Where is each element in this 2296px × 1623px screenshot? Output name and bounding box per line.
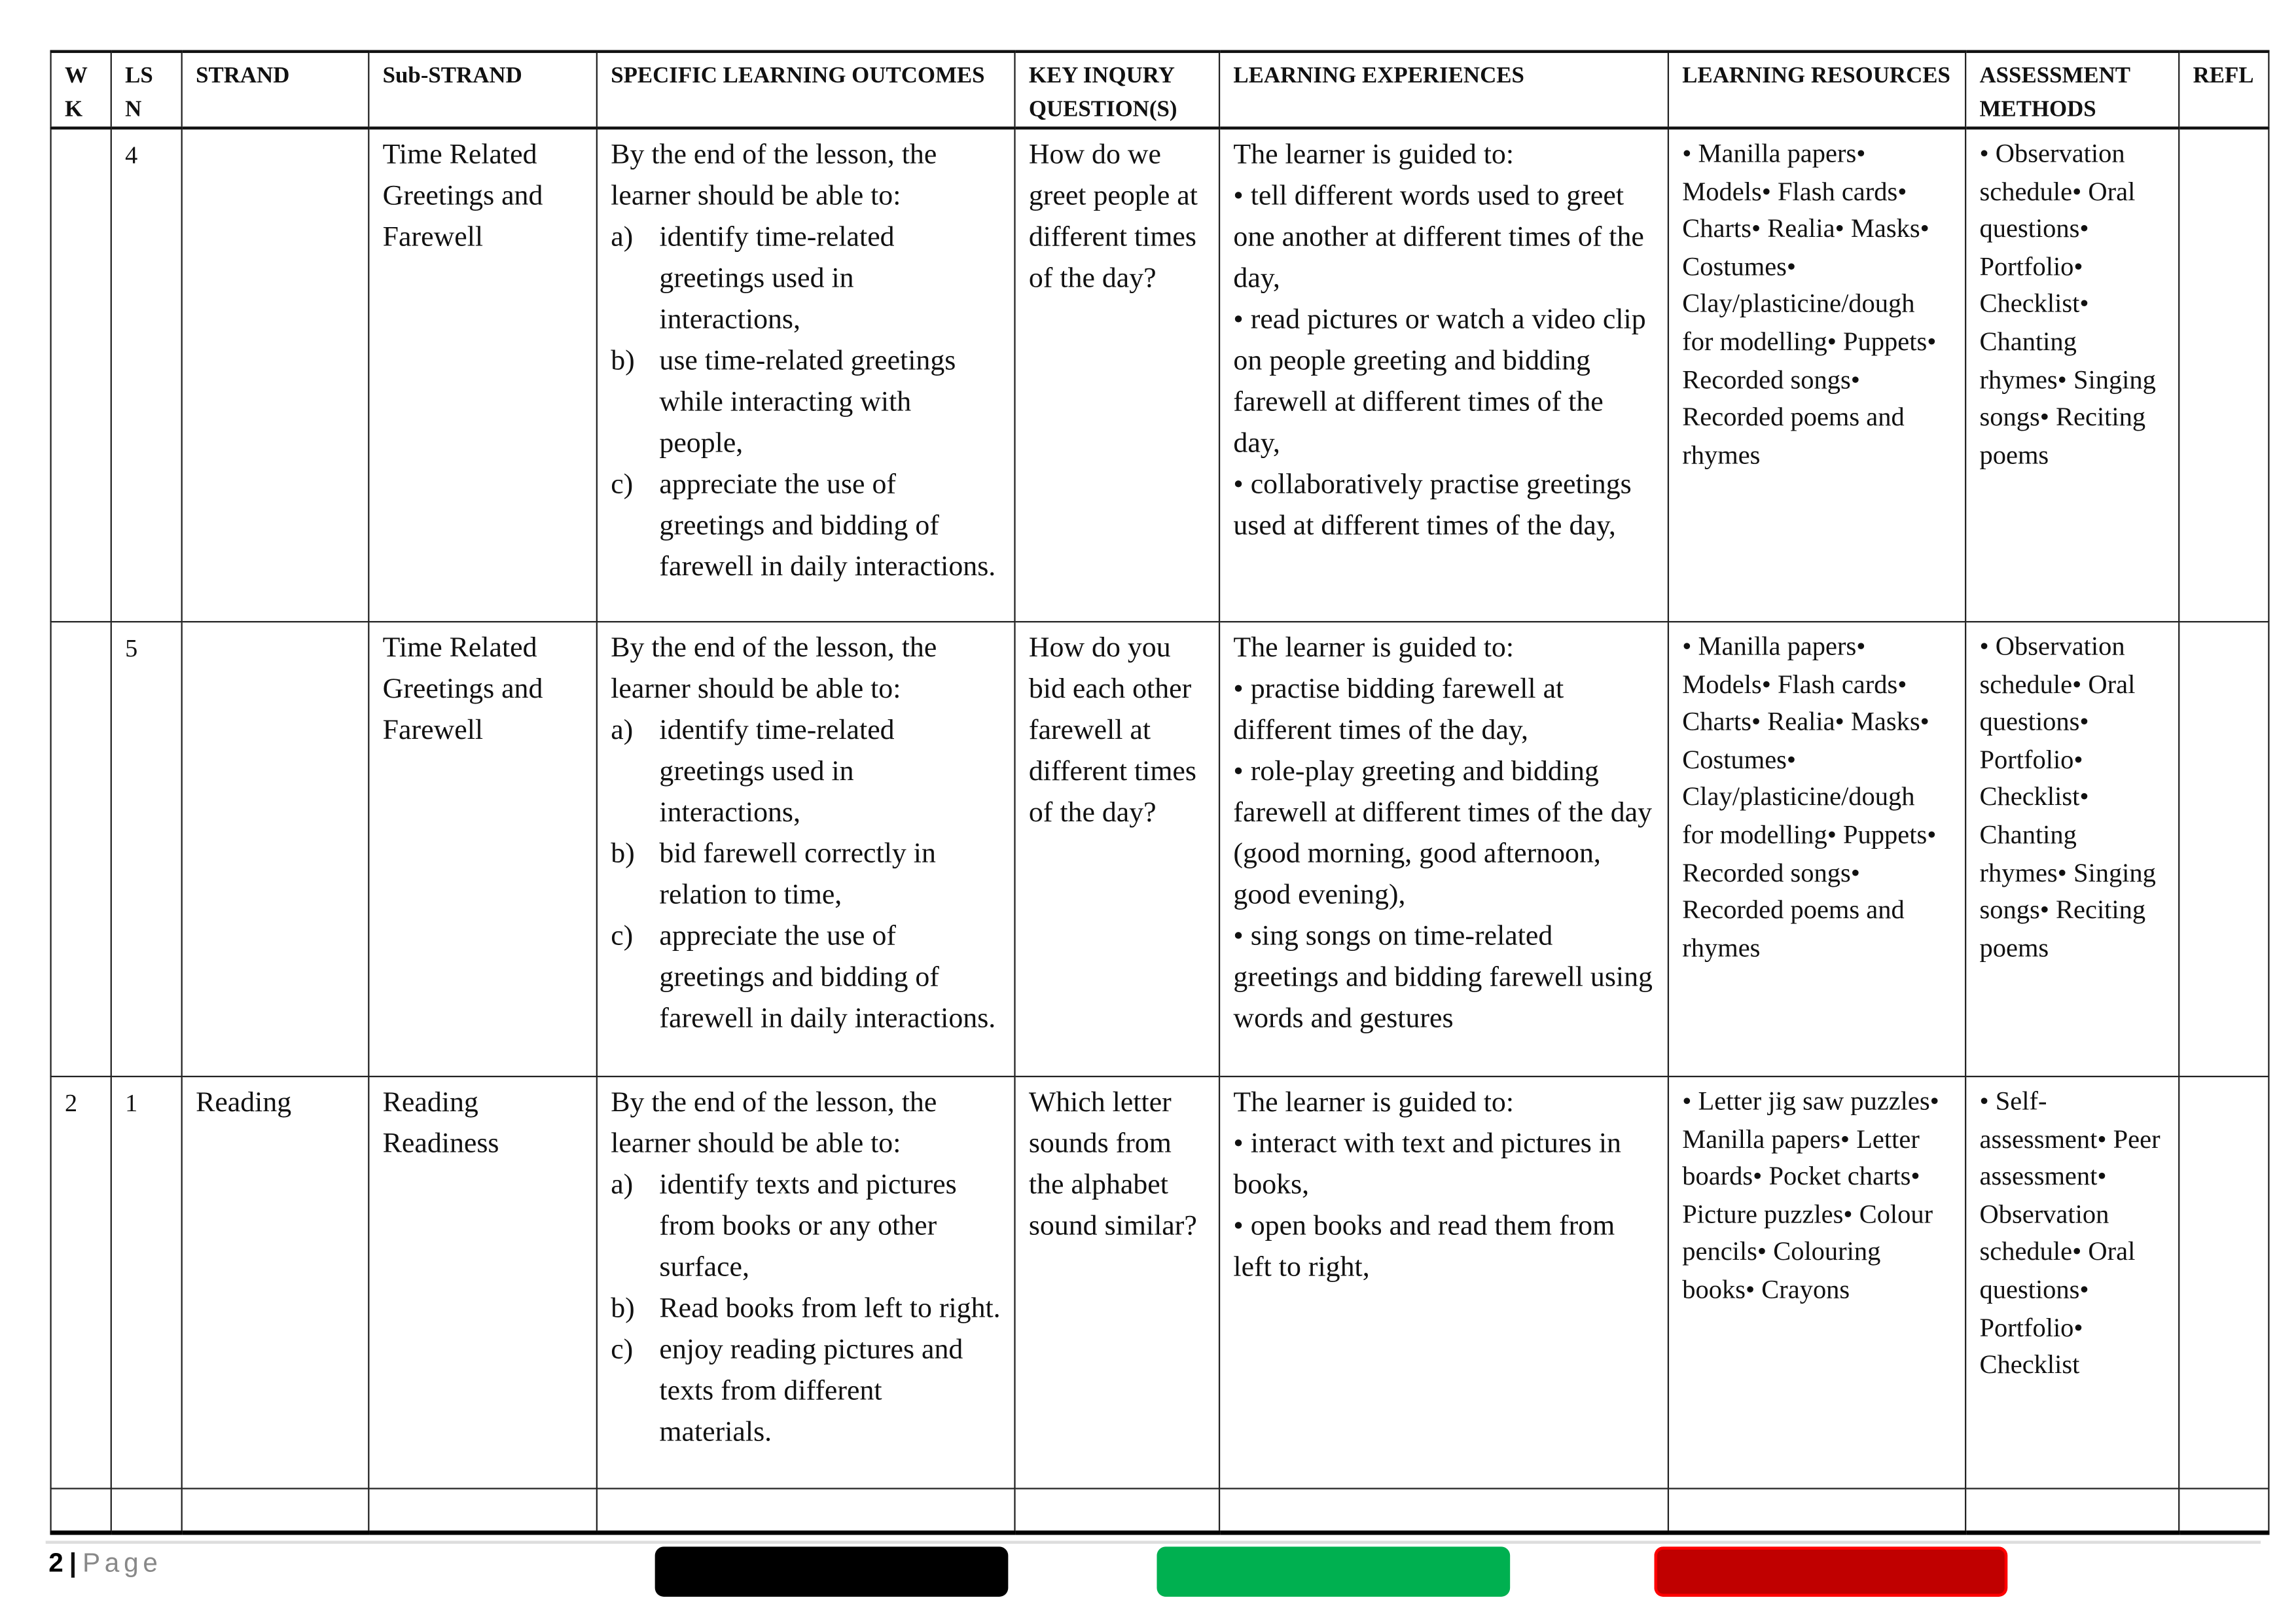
- header-lesson: LS N: [111, 52, 182, 128]
- page-number-value: 2: [48, 1548, 63, 1578]
- empty-cell: [111, 1489, 182, 1533]
- experiences-cell: [1219, 1077, 1668, 1489]
- reflection-cell: [2179, 128, 2269, 622]
- outcomes-list: [611, 711, 1001, 1041]
- experience-item: • open books and read them from left to right,: [1233, 1211, 1615, 1283]
- outcome-text: use time-related greetings while interacting with people,: [659, 346, 956, 459]
- experience-item: • role-play greeting and bidding farewell at different times of the day (good morning, good afternoon, good evening),: [1233, 756, 1653, 911]
- page-number: [48, 1548, 162, 1579]
- outcome-item: [611, 218, 1001, 342]
- outcome-marker: a): [611, 222, 634, 253]
- table-row: [51, 128, 2269, 622]
- outcomes-cell: [597, 622, 1015, 1077]
- header-specific-learning-outcomes: SPECIFIC LEARNING OUTCOMES: [597, 52, 1015, 128]
- outcome-item: [611, 465, 1001, 589]
- lesson-cell: 1: [111, 1077, 182, 1489]
- page-separator: |: [69, 1548, 77, 1578]
- outcomes-cell: [597, 128, 1015, 622]
- experience-item: • practise bidding farewell at different times of the day,: [1233, 673, 1564, 747]
- assessment-cell: • Self-assessment• Peer assessment• Observation schedule• Oral questions• Portfolio• Checklist: [1965, 1077, 2179, 1489]
- outcomes-intro: By the end of the lesson, the learner should be able to:: [611, 632, 937, 705]
- experience-item: • collaboratively practise greetings used at different times of the day,: [1233, 469, 1632, 542]
- substrand-cell: Time Related Greetings and Farewell: [368, 622, 597, 1077]
- lesson-cell: 4: [111, 128, 182, 622]
- outcome-text: appreciate the use of greetings and bidding of farewell in daily interactions.: [659, 921, 996, 1035]
- outcomes-intro: By the end of the lesson, the learner should be able to:: [611, 1087, 937, 1160]
- experience-item: • read pictures or watch a video clip on people greeting and bidding farewell at different times of the day,: [1233, 304, 1646, 459]
- outcome-text: bid farewell correctly in relation to time,: [659, 838, 936, 911]
- assessment-cell: • Observation schedule• Oral questions• Portfolio• Checklist• Chanting rhymes• Singing songs• Reciting poems: [1965, 128, 2179, 622]
- outcome-marker: a): [611, 715, 634, 747]
- table-row: [51, 1077, 2269, 1489]
- outcome-item: [611, 917, 1001, 1041]
- week-cell: [51, 622, 111, 1077]
- header-assessment-methods: ASSESSMENT METHODS: [1965, 52, 2179, 128]
- outcome-item: [611, 1289, 1001, 1330]
- outcomes-intro: By the end of the lesson, the learner should be able to:: [611, 139, 937, 212]
- week-cell: [51, 128, 111, 622]
- empty-row: [51, 1489, 2269, 1533]
- empty-cell: [1668, 1489, 1965, 1533]
- outcome-item: [611, 342, 1001, 465]
- outcomes-list: [611, 1166, 1001, 1454]
- resources-cell: • Manilla papers• Models• Flash cards• Charts• Realia• Masks• Costumes• Clay/plasticine/dough for modelling• Puppets• Recorded songs• Recorded poems and rhymes: [1668, 128, 1965, 622]
- experiences-cell: [1219, 128, 1668, 622]
- experiences-cell: [1219, 622, 1668, 1077]
- strand-cell: [182, 622, 369, 1077]
- outcome-marker: b): [611, 1293, 635, 1325]
- outcome-marker: c): [611, 921, 634, 952]
- lesson-cell: 5: [111, 622, 182, 1077]
- empty-cell: [1014, 1489, 1219, 1533]
- strand-cell: [182, 128, 369, 622]
- outcomes-cell: [597, 1077, 1015, 1489]
- empty-cell: [51, 1489, 111, 1533]
- outcome-marker: b): [611, 838, 635, 870]
- page-label: Page: [82, 1548, 162, 1578]
- experience-item: • interact with text and pictures in books,: [1233, 1128, 1621, 1201]
- empty-cell: [182, 1489, 369, 1533]
- substrand-cell: Time Related Greetings and Farewell: [368, 128, 597, 622]
- empty-cell: [1965, 1489, 2179, 1533]
- table-row: [51, 622, 2269, 1077]
- outcome-text: appreciate the use of greetings and bidding of farewell in daily interactions.: [659, 469, 996, 583]
- resources-cell: • Manilla papers• Models• Flash cards• Charts• Realia• Masks• Costumes• Clay/plasticine/dough for modelling• Puppets• Recorded songs• Recorded poems and rhymes: [1668, 622, 1965, 1077]
- reflection-cell: [2179, 622, 2269, 1077]
- experiences-intro: The learner is guided to:: [1233, 1087, 1515, 1119]
- header-sub-strand: Sub-STRAND: [368, 52, 597, 128]
- outcome-marker: c): [611, 1334, 634, 1366]
- empty-cell: [597, 1489, 1015, 1533]
- outcome-item: [611, 834, 1001, 917]
- outcome-item: [611, 711, 1001, 834]
- header-learning-resources: LEARNING RESOURCES: [1668, 52, 1965, 128]
- scheme-of-work-table: [50, 50, 2269, 1535]
- outcome-text: enjoy reading pictures and texts from different materials.: [659, 1334, 963, 1448]
- outcome-marker: a): [611, 1169, 634, 1201]
- outcome-text: identify texts and pictures from books or any other surface,: [659, 1169, 957, 1283]
- outcome-text: identify time-related greetings used in interactions,: [659, 222, 895, 336]
- empty-cell: [368, 1489, 597, 1533]
- experiences-intro: The learner is guided to:: [1233, 139, 1515, 171]
- strand-cell: Reading: [182, 1077, 369, 1489]
- experience-item: • sing songs on time-related greetings and bidding farewell using words and gestures: [1233, 921, 1653, 1035]
- footer-divider: [46, 1541, 2261, 1543]
- week-cell: 2: [51, 1077, 111, 1489]
- empty-cell: [2179, 1489, 2269, 1533]
- outcomes-list: [611, 218, 1001, 589]
- outcome-marker: c): [611, 469, 634, 501]
- outcome-marker: b): [611, 346, 635, 377]
- substrand-cell: Reading Readiness: [368, 1077, 597, 1489]
- outcome-text: identify time-related greetings used in interactions,: [659, 715, 895, 829]
- experience-item: • tell different words used to greet one another at different times of the day,: [1233, 181, 1644, 294]
- key-question-cell: Which letter sounds from the alphabet sound similar?: [1014, 1077, 1219, 1489]
- outcome-text: Read books from left to right.: [659, 1293, 1001, 1325]
- footer-black-bar: [655, 1546, 1009, 1596]
- header-key-inquiry-questions: KEY INQURY QUESTION(S): [1014, 52, 1219, 128]
- outcome-item: [611, 1330, 1001, 1454]
- header-learning-experiences: LEARNING EXPERIENCES: [1219, 52, 1668, 128]
- outcome-item: [611, 1166, 1001, 1289]
- resources-cell: • Letter jig saw puzzles• Manilla papers• Letter boards• Pocket charts• Picture puzzles• Colour pencils• Colouring books• Crayons: [1668, 1077, 1965, 1489]
- key-question-cell: How do we greet people at different times of the day?: [1014, 128, 1219, 622]
- reflection-cell: [2179, 1077, 2269, 1489]
- header-reflection: REFL: [2179, 52, 2269, 128]
- footer-green-bar: [1157, 1546, 1510, 1596]
- header-week: W K: [51, 52, 111, 128]
- experiences-intro: The learner is guided to:: [1233, 632, 1515, 664]
- header-strand: STRAND: [182, 52, 369, 128]
- footer-red-bar: [1655, 1546, 2008, 1596]
- empty-cell: [1219, 1489, 1668, 1533]
- assessment-cell: • Observation schedule• Oral questions• Portfolio• Checklist• Chanting rhymes• Singing songs• Reciting poems: [1965, 622, 2179, 1077]
- key-question-cell: How do you bid each other farewell at different times of the day?: [1014, 622, 1219, 1077]
